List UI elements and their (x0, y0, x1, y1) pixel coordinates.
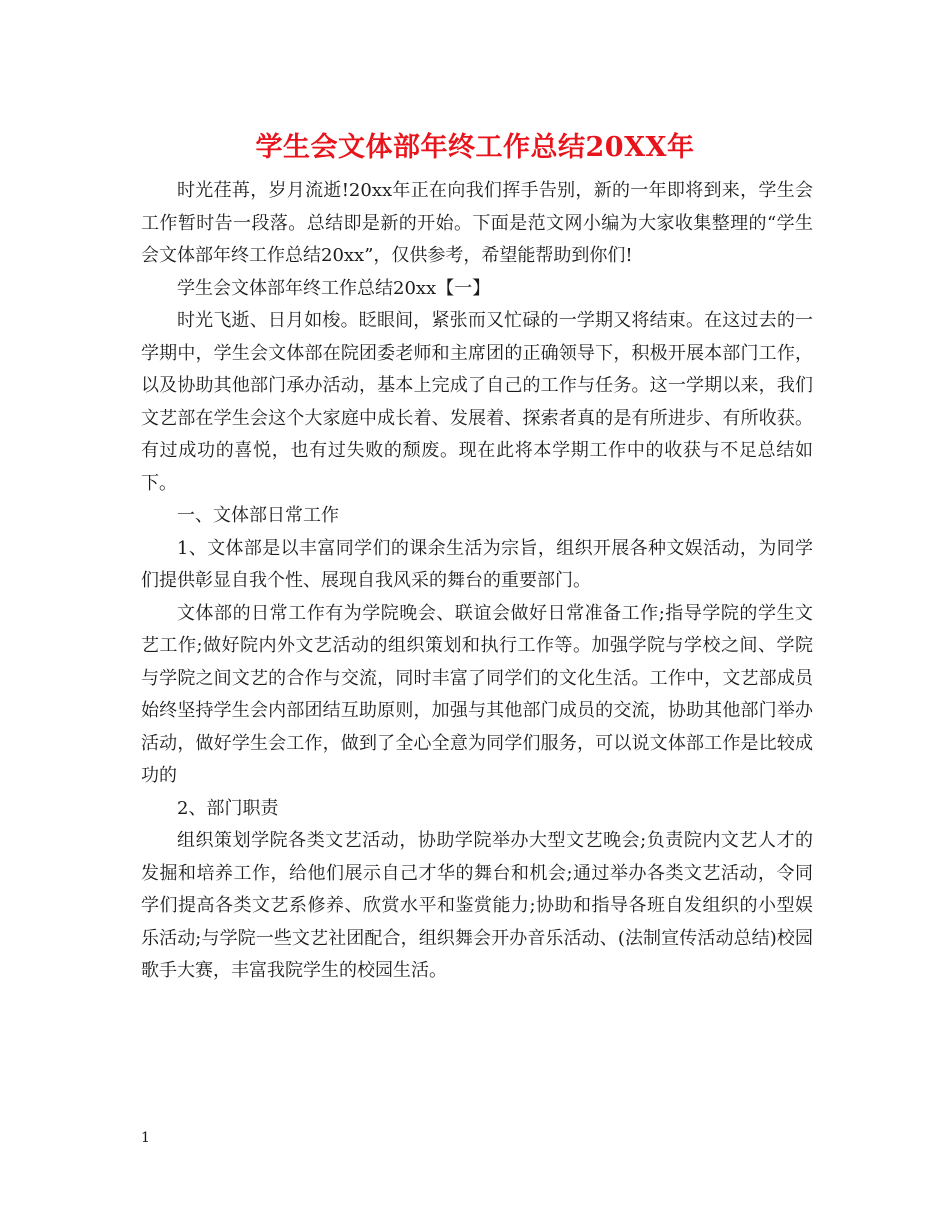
daily-work-paragraph-2: 文体部的日常工作有为学院晚会、联谊会做好日常准备工作;指导学院的学生文艺工作;做好院内外文艺活动的组织策划和执行工作等。加强学院与学校之间、学院与学院之间文艺的合作与交流，同时丰富了同学们的文化生活。工作中，文艺部成员始终坚持学生会内部团结互助原则，加强与其他部门成员的交流，协助其他部门举办活动，做好学生会工作，做到了全心全意为同学们服务，可以说文体部工作是比较成功的 (141, 602, 813, 786)
daily-work-paragraph-1: 1、文体部是以丰富同学们的课余生活为宗旨，组织开展各种文娱活动，为同学们提供彰显自我个性、展现自我风采的舞台的重要部门。 (141, 537, 813, 591)
section-heading-part-one: 学生会文体部年终工作总结20xx【一】 (177, 277, 491, 299)
document-title: 学生会文体部年终工作总结20XX年 (255, 132, 695, 163)
section-heading-duties: 2、部门职责 (177, 797, 279, 819)
page-number: 1 (141, 1130, 150, 1146)
intro-paragraph: 时光荏苒，岁月流逝!20xx年正在向我们挥手告别，新的一年即将到来，学生会工作暂时告一段落。总结即是新的开始。下面是范文网小编为大家收集整理的“学生会文体部年终工作总结20xx”，仅供参考，希望能帮助到你们! (141, 180, 813, 266)
document-body (141, 175, 813, 988)
summary-paragraph: 时光飞逝、日月如梭。眨眼间，紧张而又忙碌的一学期又将结束。在这过去的一学期中，学生会文体部在院团委老师和主席团的正确领导下，积极开展本部门工作，以及协助其他部门承办活动，基本上完成了自己的工作与任务。这一学期以来，我们文艺部在学生会这个大家庭中成长着、发展着、探索者真的是有所进步、有所收获。有过成功的喜悦，也有过失败的颓废。现在此将本学期工作中的收获与不足总结如下。 (141, 310, 813, 494)
duties-paragraph: 组织策划学院各类文艺活动，协助学院举办大型文艺晚会;负责院内文艺人才的发掘和培养工作，给他们展示自己才华的舞台和机会;通过举办各类文艺活动，令同学们提高各类文艺系修养、欣赏水平和鉴赏能力;协助和指导各班自发组织的小型娱乐活动;与学院一些文艺社团配合，组织舞会开办音乐活动、(法制宣传活动总结)校园歌手大赛，丰富我院学生的校园生活。 (141, 830, 813, 981)
section-heading-daily-work: 一、文体部日常工作 (177, 505, 339, 526)
